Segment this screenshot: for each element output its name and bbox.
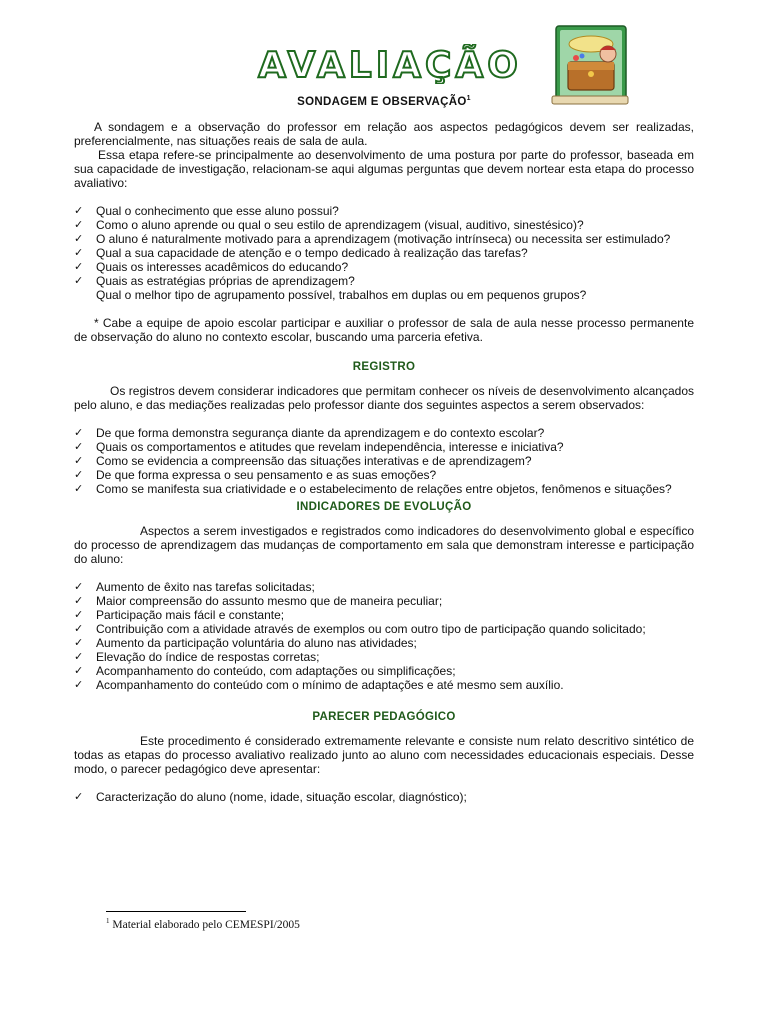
footnote-text: Material elaborado pelo CEMESPI/2005	[112, 918, 300, 931]
parecer-paragraph-1: Este procedimento é considerado extremamente relevante e consiste num relato descritivo sintético de todas as etapas do processo avaliativo realizado junto ao aluno com necessidades educacionais especiais. Desse modo, o parecer pedagógico deve apresentar:	[74, 733, 694, 776]
list-item	[74, 580, 694, 594]
checkmark-icon: ✓	[74, 217, 84, 231]
checkmark-icon: ✓	[74, 607, 84, 621]
list-item-text: Aumento da participação voluntária do aluno nas atividades;	[96, 635, 417, 650]
checkmark-icon: ✓	[74, 635, 84, 649]
footnote-divider	[106, 911, 246, 912]
list-item	[74, 204, 694, 218]
list-item-text: Elevação do índice de respostas corretas;	[96, 649, 320, 664]
registro-paragraph-1: Os registros devem considerar indicadores que permitam conhecer os níveis de desenvolvimento alcançados pelo aluno, e das mediações realizadas pelo professor diante dos seguintes aspectos a serem observados:	[74, 383, 694, 412]
checkmark-icon: ✓	[74, 593, 84, 607]
title-text: AVALIAÇÃO	[258, 45, 522, 84]
checkmark-icon: ✓	[74, 677, 84, 691]
list-item-text: O aluno é naturalmente motivado para a aprendizagem (motivação intrínseca) ou necessita ser estimulado?	[96, 231, 671, 246]
checkmark-icon: ✓	[74, 579, 84, 593]
list-item	[74, 636, 694, 650]
checkmark-icon: ✓	[74, 439, 84, 453]
list-item	[74, 664, 694, 678]
list-item	[74, 454, 694, 468]
sondagem-paragraph-1: A sondagem e a observação do professor em relação aos aspectos pedagógicos devem ser realizadas, preferencialmente, nas situações reais de sala de aula.	[74, 119, 694, 148]
list-item	[74, 650, 694, 664]
heading-indicadores: INDICADORES DE EVOLUÇÃO	[296, 500, 472, 513]
list-item-text: Acompanhamento do conteúdo com o mínimo de adaptações e até mesmo sem auxílio.	[96, 677, 564, 692]
heading-sondagem-text: SONDAGEM E OBSERVAÇÃO	[297, 95, 467, 108]
list-item	[74, 622, 694, 636]
list-item-text: De que forma demonstra segurança diante da aprendizagem e do contexto escolar?	[96, 425, 545, 440]
list-item	[74, 426, 694, 440]
list-item	[74, 790, 694, 804]
heading-registro: REGISTRO	[352, 360, 416, 373]
indicadores-paragraph-1: Aspectos a serem investigados e registrados como indicadores do desenvolvimento global e específico do processo de aprendizagem das mudanças de comportamento em sala que demonstram interesse e participação do aluno:	[74, 523, 694, 566]
document-title	[240, 44, 540, 84]
list-item-text: Participação mais fácil e constante;	[96, 607, 285, 622]
list-item-text: Como o aluno aprende ou qual o seu estilo de aprendizagem (visual, auditivo, sinestésico)?	[96, 217, 584, 232]
heading-footnote-ref: 1	[466, 95, 471, 102]
footnote	[106, 917, 300, 931]
checkmark-icon: ✓	[74, 663, 84, 677]
list-item-text: Como se manifesta sua criatividade e o estabelecimento de relações entre objetos, fenômenos e situações?	[96, 481, 672, 496]
indicadores-list	[74, 580, 694, 692]
parecer-list	[74, 790, 694, 804]
registro-question-list	[74, 426, 694, 496]
list-item	[74, 218, 694, 232]
list-item-text: Quais as estratégias próprias de aprendizagem?	[96, 273, 355, 288]
list-item	[74, 468, 694, 482]
list-item	[74, 260, 694, 274]
list-item-text: Aumento de êxito nas tarefas solicitadas;	[96, 579, 315, 594]
list-item-text: Qual a sua capacidade de atenção e o tempo dedicado à realização das tarefas?	[96, 245, 528, 260]
list-item	[74, 274, 694, 288]
list-item-text: Acompanhamento do conteúdo, com adaptações ou simplificações;	[96, 663, 456, 678]
list-item	[74, 440, 694, 454]
document-body	[74, 92, 694, 804]
checkmark-icon: ✓	[74, 425, 84, 439]
list-item	[74, 608, 694, 622]
checkmark-icon: ✓	[74, 649, 84, 663]
list-item	[74, 678, 694, 692]
list-item-text: Contribuição com a atividade através de exemplos ou com outro tipo de participação quando solicitado;	[96, 621, 646, 636]
list-item	[74, 246, 694, 260]
list-item-text: Caracterização do aluno (nome, idade, situação escolar, diagnóstico);	[96, 789, 467, 804]
checkmark-icon: ✓	[74, 453, 84, 467]
list-item	[74, 482, 694, 496]
sondagem-paragraph-2: Essa etapa refere-se principalmente ao desenvolvimento de uma postura por parte do professor, baseada em sua capacidade de investigação, relacionam-se aqui algumas perguntas que devem nortear esta etapa do processo avaliativo:	[74, 147, 694, 190]
list-item	[74, 594, 694, 608]
list-item-text: Quais os comportamentos e atitudes que revelam independência, interesse e iniciativa?	[96, 439, 564, 454]
footnote-number: 1	[106, 917, 110, 925]
checkmark-icon: ✓	[74, 203, 84, 217]
checkmark-icon: ✓	[74, 621, 84, 635]
heading-parecer: PARECER PEDAGÓGICO	[312, 710, 456, 723]
list-item-text: Maior compreensão do assunto mesmo que de maneira peculiar;	[96, 593, 443, 608]
title-wordart	[240, 44, 540, 84]
list-item-text: Quais os interesses acadêmicos do educando?	[96, 259, 349, 274]
checkmark-icon: ✓	[74, 273, 84, 287]
sondagem-note: * Cabe a equipe de apoio escolar participar e auxiliar o professor de sala de aula nesse processo permanente de observação do aluno no contexto escolar, buscando uma parceria efetiva.	[74, 315, 694, 344]
checkmark-icon: ✓	[74, 231, 84, 245]
list-item	[74, 232, 694, 246]
list-item-text: De que forma expressa o seu pensamento e as suas emoções?	[96, 467, 437, 482]
checkmark-icon: ✓	[74, 481, 84, 495]
list-item-text: Como se evidencia a compreensão das situações interativas e de aprendizagem?	[96, 453, 532, 468]
checkmark-icon: ✓	[74, 789, 84, 803]
checkmark-icon: ✓	[74, 245, 84, 259]
sondagem-question-list	[74, 204, 694, 288]
checkmark-icon: ✓	[74, 259, 84, 273]
heading-sondagem	[74, 92, 694, 109]
sondagem-continuation-line: Qual o melhor tipo de agrupamento possível, trabalhos em duplas ou em pequenos grupos?	[96, 287, 587, 302]
list-item-text: Qual o conhecimento que esse aluno possui?	[96, 203, 339, 218]
checkmark-icon: ✓	[74, 467, 84, 481]
